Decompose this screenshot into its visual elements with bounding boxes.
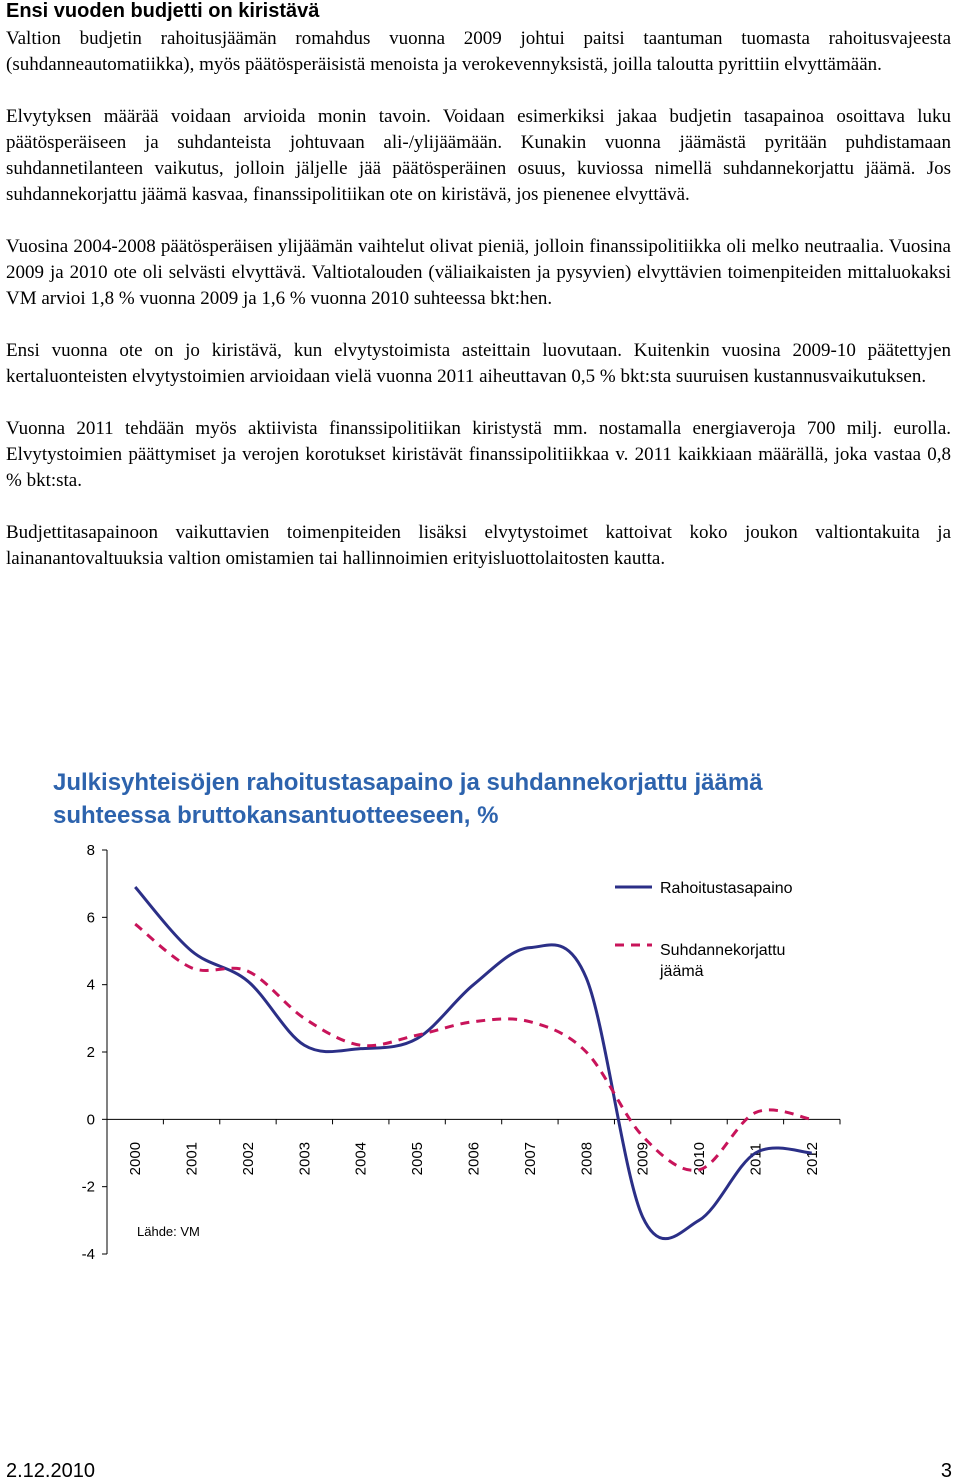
y-tick-label: 8 <box>86 842 95 859</box>
chart-source: Lähde: VM <box>137 1224 200 1239</box>
x-tick-label: 2003 <box>296 1141 314 1176</box>
y-tick-label: 2 <box>86 1044 95 1061</box>
footer-date: 2.12.2010 <box>6 1460 95 1482</box>
series-line-suhdannekorjattu <box>135 924 812 1170</box>
paragraph: Valtion budjetin rahoitusjäämän romahdus vuonna 2009 johtui paitsi taantuman tuomasta rahoitusvajeesta (suhdanneautomatiikka), myös päätösperäisistä menoista ja verokevennyksistä, joilla taloutta pyrittiin elvyttämään. <box>6 28 951 75</box>
y-tick-label: -2 <box>81 1178 95 1196</box>
paragraph: Ensi vuonna ote on jo kiristävä, kun elvytystoimista asteittain luovutaan. Kuitenkin vuosina 2009-10 päätettyjen kertaluonteisten elvytystoimien arvioidaan vielä vuonna 2011 aiheuttavan 0,5 % bkt:sta suuruisen kustannusvaikutuksen. <box>6 340 951 387</box>
x-tick-label: 2001 <box>183 1141 201 1176</box>
y-tick-label: 4 <box>86 976 95 994</box>
y-tick-label: 0 <box>86 1111 95 1129</box>
x-tick-label: 2002 <box>239 1141 257 1176</box>
x-tick-label: 2010 <box>691 1141 709 1176</box>
chart-legend <box>615 880 793 980</box>
y-axis-ticks <box>82 842 107 1263</box>
x-tick-label: 2006 <box>465 1141 483 1176</box>
chart-series <box>135 887 812 1239</box>
x-tick-label: 2007 <box>521 1141 539 1176</box>
x-tick-label: 2009 <box>634 1141 652 1176</box>
page-heading: Ensi vuoden budjetti on kiristävä <box>6 0 320 22</box>
x-tick-label: 2008 <box>578 1141 596 1176</box>
series-line-rahoitustasapaino <box>135 887 812 1239</box>
chart-axes <box>107 850 840 1254</box>
chart-title <box>53 766 763 832</box>
x-tick-label: 2011 <box>747 1143 765 1176</box>
x-tick-label: 2004 <box>352 1141 370 1176</box>
y-tick-label: 6 <box>86 909 95 927</box>
footer-page-number: 3 <box>940 1460 952 1482</box>
x-tick-label: 2005 <box>409 1141 427 1176</box>
chart-title-line-1: Julkisyhteisöjen rahoitustasapaino ja suhdannekorjattu jäämä <box>53 769 763 796</box>
x-axis-ticks <box>107 1119 840 1175</box>
body-text <box>6 26 951 598</box>
paragraph: Elvytyksen määrää voidaan arvioida monin tavoin. Voidaan esimerkiksi jakaa budjetin tasapainoa osoittava luku päätösperäiseen ja suhdanteista johtuvaan ali-/ylijäämään. Kunakin vuonna jäämästä pyritään puhdistamaan suhdannetilanteen vaikutus, jolloin jäljelle jää päätösperäinen osuus, kuviossa nimellä suhdannekorjattu jäämä. Jos suhdannekorjattu jäämä kasvaa, finanssipolitiikan ote on kiristävä, jos pienenee elvyttävä. <box>6 106 951 205</box>
legend-label-suhdannekorjattu: Suhdannekorjattu <box>660 942 786 959</box>
paragraph: Vuonna 2011 tehdään myös aktiivista finanssipolitiikan kiristystä mm. nostamalla energiaveroja 700 milj. eurolla. Elvytystoimien päättymiset ja verojen korotukset kiristävät finanssipolitiikkaa v. 2011 kaikkiaan määrällä, joka vastaa 0,8 % bkt:sta. <box>6 418 951 491</box>
paragraph: Budjettitasapainoon vaikuttavien toimenpiteiden lisäksi elvytystoimet kattoivat koko joukon valtiontakuita ja lainanantovaltuuksia valtion omistamien tai hallinnoimien erityisluottolaitosten kautta. <box>6 522 951 569</box>
y-tick-label: -4 <box>81 1246 95 1263</box>
chart-title-line-2: suhteessa bruttokansantuotteeseen, % <box>53 802 499 829</box>
x-tick-label: 2000 <box>127 1141 145 1176</box>
legend-label-jaama: jäämä <box>660 963 704 980</box>
line-chart <box>0 830 960 1270</box>
x-tick-label: 2012 <box>803 1141 821 1176</box>
legend-label-rahoitustasapaino: Rahoitustasapaino <box>660 880 793 897</box>
paragraph: Vuosina 2004-2008 päätösperäisen ylijäämän vaihtelut olivat pieniä, jolloin finanssipolitiikka oli melko neutraalia. Vuosina 2009 ja 2010 ote oli selvästi elvyttävä. Valtiotalouden (väliaikaisten ja pysyvien) elvyttävien toimenpiteiden mittaluokaksi VM arvioi 1,8 % vuonna 2009 ja 1,6 % vuonna 2010 suhteessa bkt:hen. <box>6 236 951 309</box>
